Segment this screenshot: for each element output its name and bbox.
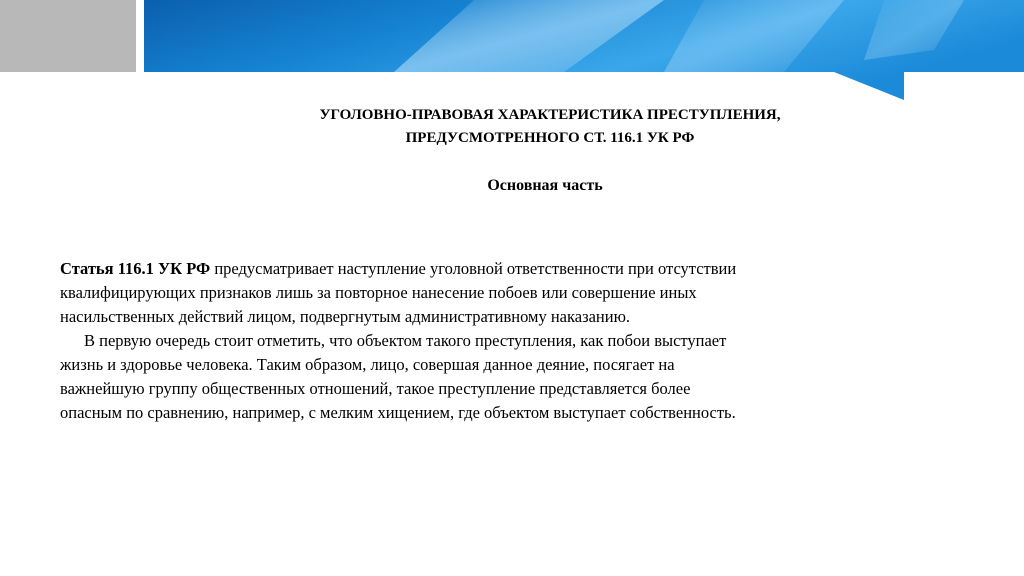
gray-corner-block [0, 0, 136, 72]
paragraph-1-line-3: насильственных действий лицом, подвергнутым административному наказанию. [60, 307, 631, 326]
blue-header-banner [144, 0, 1024, 100]
paragraph-1-line-1 [60, 257, 960, 281]
section-subtitle: Основная часть [487, 177, 603, 194]
paragraph-2-line-2: жизнь и здоровье человека. Таким образом, лицо, совершая данное деяние, посягает на [60, 355, 675, 374]
paragraph-2-line-1: В первую очередь стоит отметить, что объектом такого преступления, как побои выступает [84, 331, 727, 350]
article-reference: Статья 116.1 УК РФ [60, 259, 211, 278]
paragraph-1-line-1-text: предусматривает наступление уголовной ответственности при отсутствии [210, 259, 737, 278]
title-line-1: УГОЛОВНО-ПРАВОВАЯ ХАРАКТЕРИСТИКА ПРЕСТУПЛЕНИЯ, [319, 107, 781, 123]
paragraph-1-line-2: квалифицирующих признаков лишь за повторное нанесение побоев или совершение иных [60, 283, 697, 302]
title-line-2: ПРЕДУСМОТРЕННОГО СТ. 116.1 УК РФ [405, 130, 695, 146]
body-text [60, 257, 960, 425]
page-title [200, 104, 900, 150]
paragraph-2-line-4: опасным по сравнению, например, с мелким хищением, где объектом выступает собственность. [60, 403, 736, 422]
paragraph-2-line-3: важнейшую группу общественных отношений, такое преступление представляется более [60, 379, 691, 398]
